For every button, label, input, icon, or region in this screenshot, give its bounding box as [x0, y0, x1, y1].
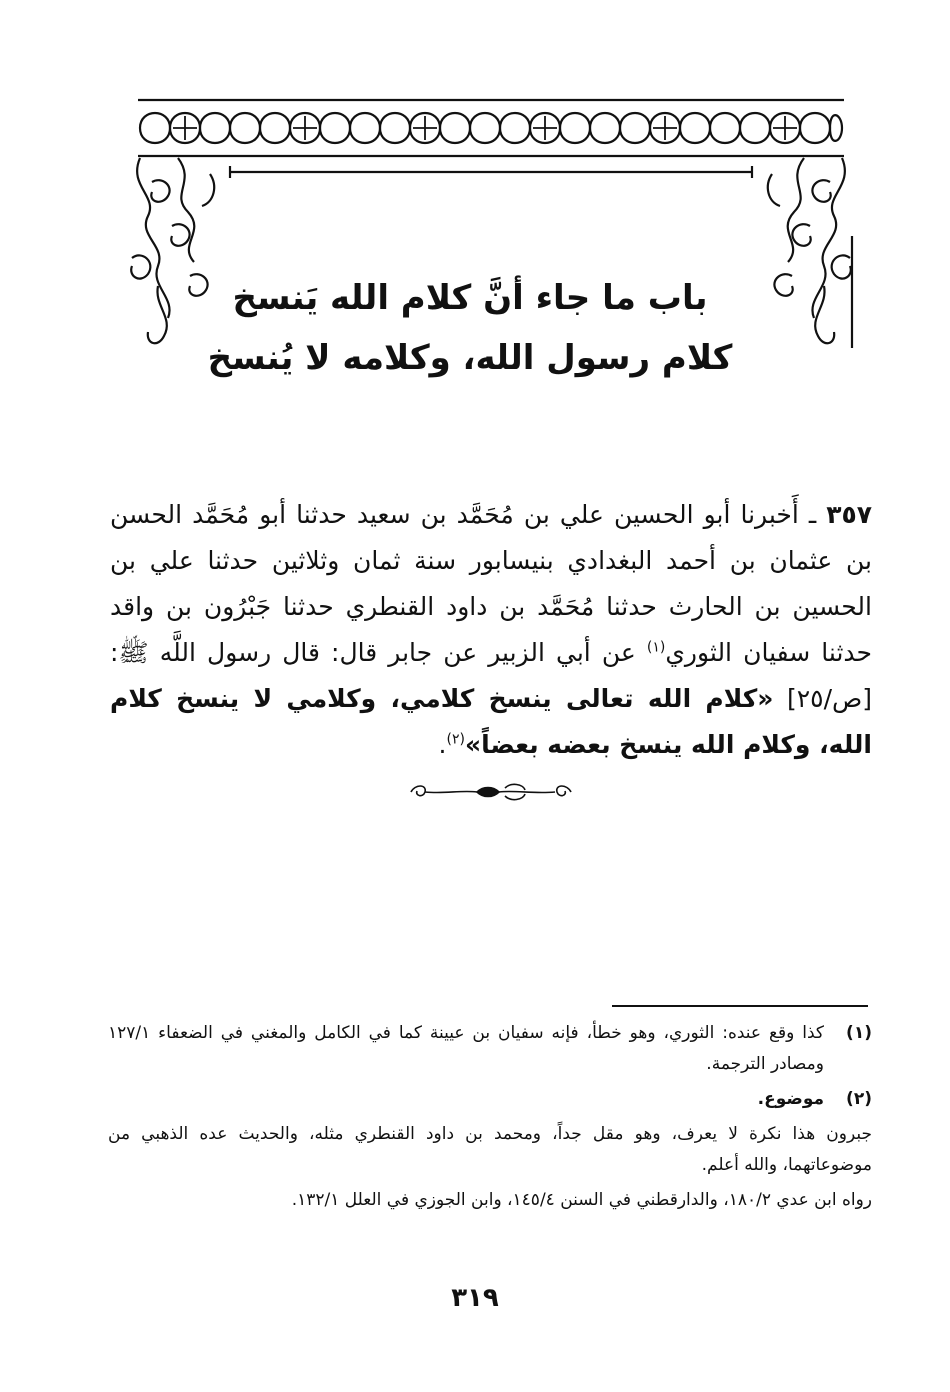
footnote-2 [108, 1084, 872, 1115]
footnotes-section [108, 1018, 872, 1220]
chapter-title [200, 268, 740, 388]
hadith-number: ٣٥٧ [826, 500, 872, 529]
floral-divider-icon [405, 780, 577, 804]
footnote-1-number: (١) [846, 1023, 872, 1043]
page-number: ٣١٩ [451, 1283, 499, 1313]
hadith-paragraph [110, 492, 872, 768]
footnote-reference-1[interactable]: (١) [646, 639, 666, 656]
footnote-reference-2[interactable]: (٢) [446, 731, 465, 748]
footnote-2-text-a: جبرون هذا نكرة لا يعرف، وهو مقل جداً، ومحمد بن داود القنطري مثله، والحديث عده الذهبي من موضوعاتهما، والله أعلم. [108, 1124, 872, 1175]
hadith-chain-part-1: أَخبرنا أبو الحسين علي بن مُحَمَّد بن سعيد حدثنا أبو مُحَمَّد الحسن بن عثمان بن أحمد البغدادي بنيسابور سنة ثمان وثلاثين حدثنا علي بن الحسين بن الحارث حدثنا مُحَمَّد بن داود القنطري حدثنا جَبْرُون بن واقد حدثنا سفيان الثوري [110, 500, 872, 667]
chapter-title-line-1: باب ما جاء أنَّ كلام الله يَنسخ [232, 278, 708, 318]
footnote-separator-line [612, 1005, 868, 1007]
footnote-2-number: (٢) [846, 1089, 872, 1109]
footnote-2-title: موضوع. [757, 1089, 824, 1109]
hadith-chain-part-2: عن أبي الزبير عن جابر قال: قال رسول اللَّه ﷺ: [ص/٢٥] [110, 638, 872, 713]
footnote-1-text: كذا وقع عنده: الثوري، وهو خطأ، فإنه سفيان بن عيينة كما في الكامل والمغني في الضعفاء ١٢٧/١ ومصادر الترجمة. [108, 1023, 824, 1074]
footnote-2-text-b: رواه ابن عدي ١٨٠/٢، والدارقطني في السنن ١٤٥/٤، وابن الجوزي في العلل ١٣٢/١. [291, 1190, 872, 1210]
hadith-end-mark: . [438, 730, 447, 759]
hadith-number-separator: ـ [798, 500, 827, 529]
chapter-title-line-2: كلام رسول الله، وكلامه لا يُنسخ [207, 338, 733, 378]
footnote-1 [108, 1018, 872, 1080]
hadith-text: «كلام الله تعالى ينسخ كلامي، وكلامي لا ينسخ كلام الله، وكلام الله ينسخ بعضه بعضاً» [110, 684, 872, 759]
